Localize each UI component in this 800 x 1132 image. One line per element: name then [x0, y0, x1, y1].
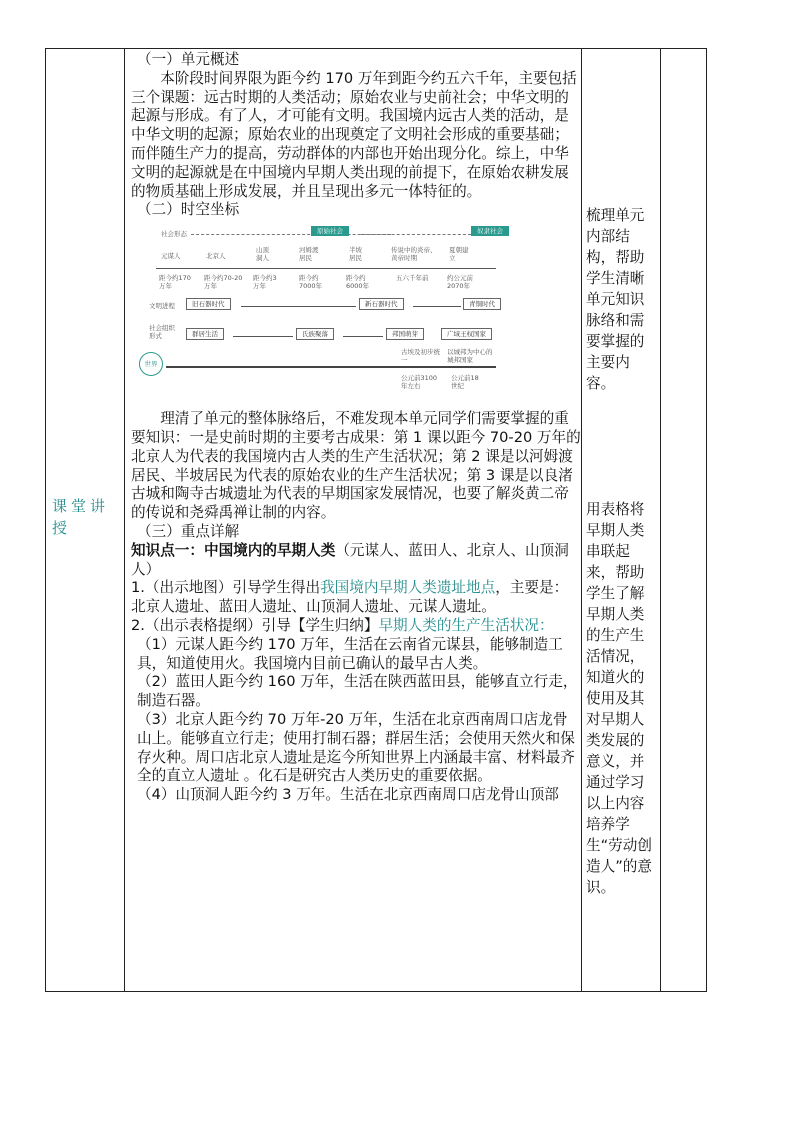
section-title: （二）时空坐标: [137, 201, 240, 219]
list-item: （2）蓝田人距今约 160 万年，生活在陕西蓝田县，能够直立行走，制造石器。: [137, 673, 578, 710]
side-note: [586, 499, 658, 898]
world-date: 公元前18世纪: [451, 374, 479, 391]
section-title: （一）单元概述: [137, 51, 240, 68]
world-date: 公元前3100年左右: [401, 374, 438, 391]
row-label: 课堂讲授: [52, 497, 110, 537]
paragraph: 本阶段时间界限为距今约 170 万年到距今约五六千年，主要包括三个课题：远古时期的人类活动；原始农业与史前社会；中华文明的起源与形成。有了人，才可能有文明。我国境内远古人类的活动，是中华文明的起源；原始农业的出现奠定了文明社会形成的重要基础；而伴随生产力的提高，劳动群体的内部也开始出现分化。综上，中华文明的起源就是在中国境内早期人类出现的前提下，在原始农耕发展的物质基础上形成发展，并且呈现出多元一体特征的。: [131, 69, 577, 200]
timeline-row-label: 社会组织形式: [149, 324, 175, 341]
arrow-line: [233, 336, 293, 337]
text-span: ，主要是：北京人遗址、蓝田人遗址、山顶洞人遗址、元谋人遗址。: [131, 579, 569, 616]
paragraph: [131, 579, 581, 617]
list-item: （3）北京人距今约 70 万年-20 万年，生活在北京西南周口店龙骨山上。能够直立行走；使用打制石器；群居生活；会使用天然火和保存火种。周口店北京人遗址是迄今所知世界上内涵最丰富、材料最齐全的直立人遗址 。化石是研究古人类历史的重要依据。: [137, 710, 575, 785]
timeline-row-label: 文明进程: [149, 302, 175, 311]
arrow-line: [413, 306, 461, 307]
arrow-line: [241, 306, 356, 307]
date-label: 约公元前2070年: [447, 274, 473, 291]
highlight-text: 早期人类的生产生活状况：: [378, 616, 554, 634]
box-paleolithic: 旧石器时代: [186, 298, 231, 310]
person-label: 北京人: [206, 252, 226, 261]
side-note-text: 梳理单元内部结构，帮助学生清晰单元知识脉络和需要掌握的主要内容。: [586, 207, 645, 392]
timeline-axis: [156, 268, 496, 269]
side-note: [586, 205, 658, 394]
list-item: （1）元谋人距今约 170 万年，生活在云南省元谋县，能够制造工具，知道使用火。我国境内目前已确认的最早古人类。: [137, 635, 563, 672]
world-event: 古埃及初步统一: [401, 348, 440, 365]
main-content: [131, 51, 581, 805]
box-state-sprout: 邦国萌芽: [386, 328, 424, 340]
timeline-diagram: [131, 224, 581, 404]
date-label: 距今约70-20万年: [204, 274, 243, 291]
world-circle: 世界: [139, 352, 163, 376]
box-royal-state: 广域王权国家: [441, 328, 492, 340]
paragraph: 理清了单元的整体脉络后，不难发现本单元同学们需要掌握的重要知识：一是史前时期的主要考古成果：第 1 课以距今 70-20 万年的北京人为代表的我国境内古人类的生产生活状况；第 2 课是以河姆渡居民、半坡居民为代表的原始农业的生产生活状况；第 3 课是以良渚古城和陶寺古城遗址为代表的早期国家发展情况，也要了解炎黄二帝的传说和尧舜禹禅让制的内容。: [131, 410, 581, 522]
date-label: 距今约6000年: [346, 274, 370, 291]
text-span: 2.（出示表格提纲）引导【学生归纳】: [131, 616, 379, 634]
person-label: 传说中的炎帝、黄帝时期: [391, 246, 437, 263]
person-label: 元谋人: [161, 252, 181, 261]
person-label: 山顶洞人: [256, 246, 269, 263]
world-axis: [166, 366, 496, 368]
box-neolithic: 新石器时代: [359, 298, 404, 310]
paragraph: [131, 617, 581, 636]
side-note-text: 用表格将早期人类串联起来，帮助学生了解早期人类的生产生活情况，知道火的使用及其对早期人类发展的意义，并通过学习以上内容培养学生“劳动创造人”的意识。: [586, 501, 652, 896]
world-event: 以城邦为中心的城邦国家: [447, 348, 493, 365]
timeline-dash: [361, 234, 471, 235]
knowledge-subtitle: （元谋人、蓝田人、北京人、山顶洞人）: [131, 541, 569, 578]
badge-slave: 奴隶社会: [471, 226, 509, 236]
column-divider: [581, 49, 582, 991]
badge-primitive: 原始社会: [311, 226, 349, 236]
text-span: 1.（出示地图）引导学生得出: [131, 579, 321, 597]
lesson-table: [45, 48, 707, 992]
box-group-life: 群居生活: [186, 328, 224, 340]
date-label: 五六千年前: [396, 274, 429, 283]
timeline-row-label: 社会形态: [161, 230, 187, 239]
person-label: 夏朝建立: [449, 246, 469, 263]
person-label: 河姆渡居民: [299, 246, 319, 263]
highlight-text: 我国境内早期人类遗址地点: [320, 579, 496, 597]
list-item: （4）山顶洞人距今约 3 万年。生活在北京西南周口店龙骨山顶部: [137, 786, 559, 804]
date-label: 距今约7000年: [299, 274, 323, 291]
column-divider: [660, 49, 661, 991]
section-title: （三）重点详解: [137, 522, 240, 540]
box-clan: 氏族聚落: [296, 328, 334, 340]
person-label: 半坡居民: [349, 246, 362, 263]
date-label: 距今约3万年: [253, 274, 277, 291]
date-label: 距今约170万年: [159, 274, 191, 291]
column-divider: [124, 49, 125, 991]
arrow-line: [343, 336, 383, 337]
knowledge-point: [131, 542, 581, 580]
knowledge-title: 知识点一：中国境内的早期人类: [131, 541, 336, 559]
box-bronze: 青铜时代: [463, 298, 501, 310]
